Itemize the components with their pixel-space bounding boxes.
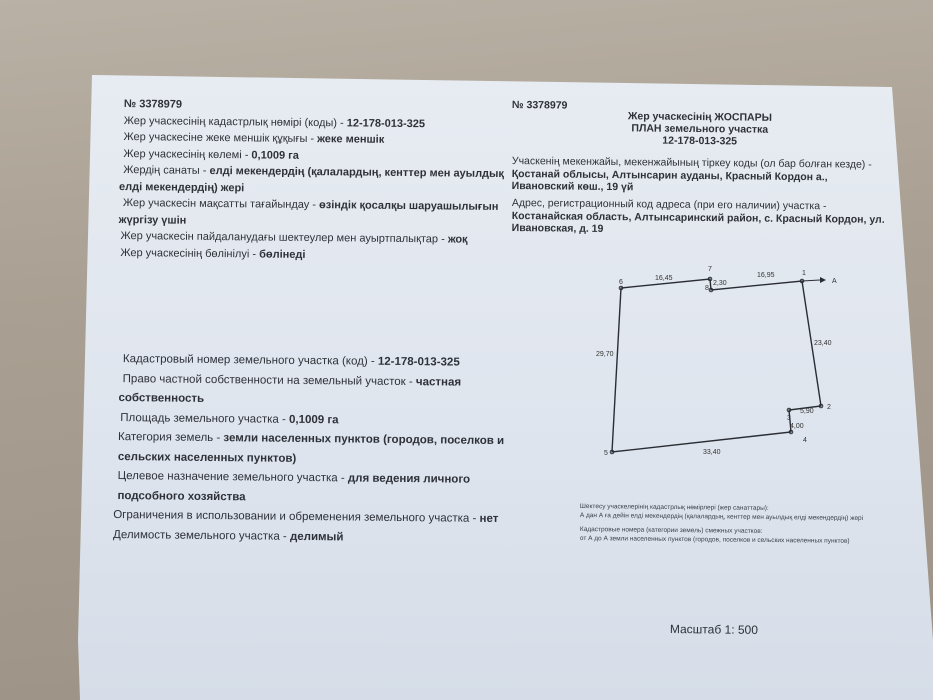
detail-label: Кадастровый номер земельного участка (код) - [122, 353, 378, 368]
point-label: 1 [802, 270, 806, 277]
detail-value: сельских населенных пунктов) [117, 450, 297, 465]
edge-length-label: 5,90 [800, 408, 814, 415]
scale-label: Масштаб 1: 500 [669, 621, 759, 637]
neighbors-ru-text: от А до А земли населенных пунктов (городов, поселков и сельских населенных пунктов) [579, 534, 850, 545]
detail-label: Ограничения в использовании и обременения земельного участка - [113, 508, 480, 525]
detail-label: Жер учаскесінің көлемі - [123, 147, 252, 161]
detail-label: Площадь земельного участка - [120, 411, 290, 426]
plan-cadastral-number: 12-178-013-325 [662, 134, 738, 148]
detail-value: подсобного хозяйства [117, 489, 246, 503]
detail-value: жүргізу үшін [118, 213, 187, 227]
detail-value: для ведения личного [347, 472, 471, 486]
point-label: 5 [604, 450, 608, 457]
detail-value: өзіндік қосалқы шаруашылығын [318, 199, 499, 213]
neighbors-kz [580, 502, 863, 523]
detail-value: делимый [289, 530, 344, 543]
detail-label: Жер учаскесіне жеке меншік құқығы - [123, 131, 318, 146]
right-certificate-number: № 3378979 [511, 98, 568, 112]
detail-label: Жер учаскесін пайдаланудағы шектеулер мен ауыртпалықтар - [120, 230, 448, 246]
edge-length-label: 16,95 [757, 272, 775, 279]
detail-label: Жер учаскесін мақсатты тағайындау - [122, 197, 320, 212]
plan-title-ru: ПЛАН земельного участка [631, 122, 769, 136]
detail-value: 12-178-013-325 [346, 116, 426, 130]
address-kz-line2: Ивановский көш., 19 үй [511, 179, 634, 194]
detail-value: 0,1009 га [251, 148, 299, 162]
edge-length-label: 33,40 [703, 449, 721, 456]
detail-value: нет [479, 512, 499, 526]
point-label: 2 [827, 404, 831, 411]
detail-value: бөлінеді [259, 247, 306, 261]
detail-value: 12-178-013-325 [377, 355, 460, 369]
point-label: 7 [708, 266, 712, 273]
detail-value: жоқ [447, 233, 468, 246]
arrow-head-icon [820, 277, 826, 283]
address-kz-line1: Қостанай облысы, Алтынсарин ауданы, Красный Кордон а., [511, 167, 828, 183]
detail-label: Жер учаскесінің бөлінілуі - [120, 246, 260, 260]
detail-label: Целевое назначение земельного участка - [117, 470, 348, 485]
neighbors-ru [580, 525, 850, 546]
address-ru-label: Адрес, регистрационный код адреса (при его наличии) участка - [511, 197, 827, 213]
neighbors-ru-label: Кадастровые номера (категории земель) смежных участков: [579, 525, 763, 535]
edge-length-label: 23,40 [814, 340, 832, 347]
direction-label: A [832, 278, 837, 285]
detail-value: собственность [118, 392, 205, 405]
neighbors-kz-label: Шектесу учаскелерінің кадастрлық нөмірлері (жер санаттары): [579, 502, 769, 512]
address-ru-line2: Ивановская, д. 19 [511, 221, 604, 235]
edge-length-label: 2,30 [713, 280, 727, 287]
detail-value: елді мекендердің (қалалардың, кенттер мен ауылдық [209, 164, 505, 181]
detail-label: Жер учаскесінің кадастрлық нөмірі (коды) - [123, 114, 347, 129]
detail-label: Жердің санаты - [123, 164, 210, 177]
neighbors-kz-text: А дан А ға дейін елді мекендердің (қалалардың, кенттер мен ауылдық елді мекендердің) жері [579, 511, 864, 522]
detail-value: земли населенных пунктов (городов, поселков и [223, 432, 505, 448]
detail-value: елді мекендердің) жері [118, 180, 245, 194]
direction-arrow [802, 280, 820, 281]
detail-value: жеке меншік [317, 133, 385, 146]
edge-length-label: 16,45 [655, 275, 673, 282]
detail-value: 0,1009 га [288, 413, 339, 426]
point-label: 3 [787, 415, 791, 422]
detail-value: частная [415, 375, 462, 389]
point-label: 8 [705, 285, 709, 292]
detail-label: Делимость земельного участка - [113, 528, 291, 543]
point-label: 4 [803, 437, 807, 444]
edge-length-label: 29,70 [596, 351, 614, 358]
plan-title-kz: Жер учаскесінің ЖОСПАРЫ [627, 110, 773, 124]
detail-label: Право частной собственности на земельный участок - [122, 372, 417, 388]
detail-label: Категория земель - [118, 431, 224, 445]
edge-length-label: 4,00 [790, 423, 804, 430]
certificate-number: № 3378979 [123, 98, 183, 111]
point-label: 6 [619, 279, 623, 286]
address-ru-line1: Костанайская область, Алтынсаринский район, с. Красный Кордон, ул. [511, 209, 885, 226]
address-kz-label: Учаскенің мекенжайы, мекенжайының тіркеу коды (ол бар болған кезде) - [511, 155, 872, 171]
